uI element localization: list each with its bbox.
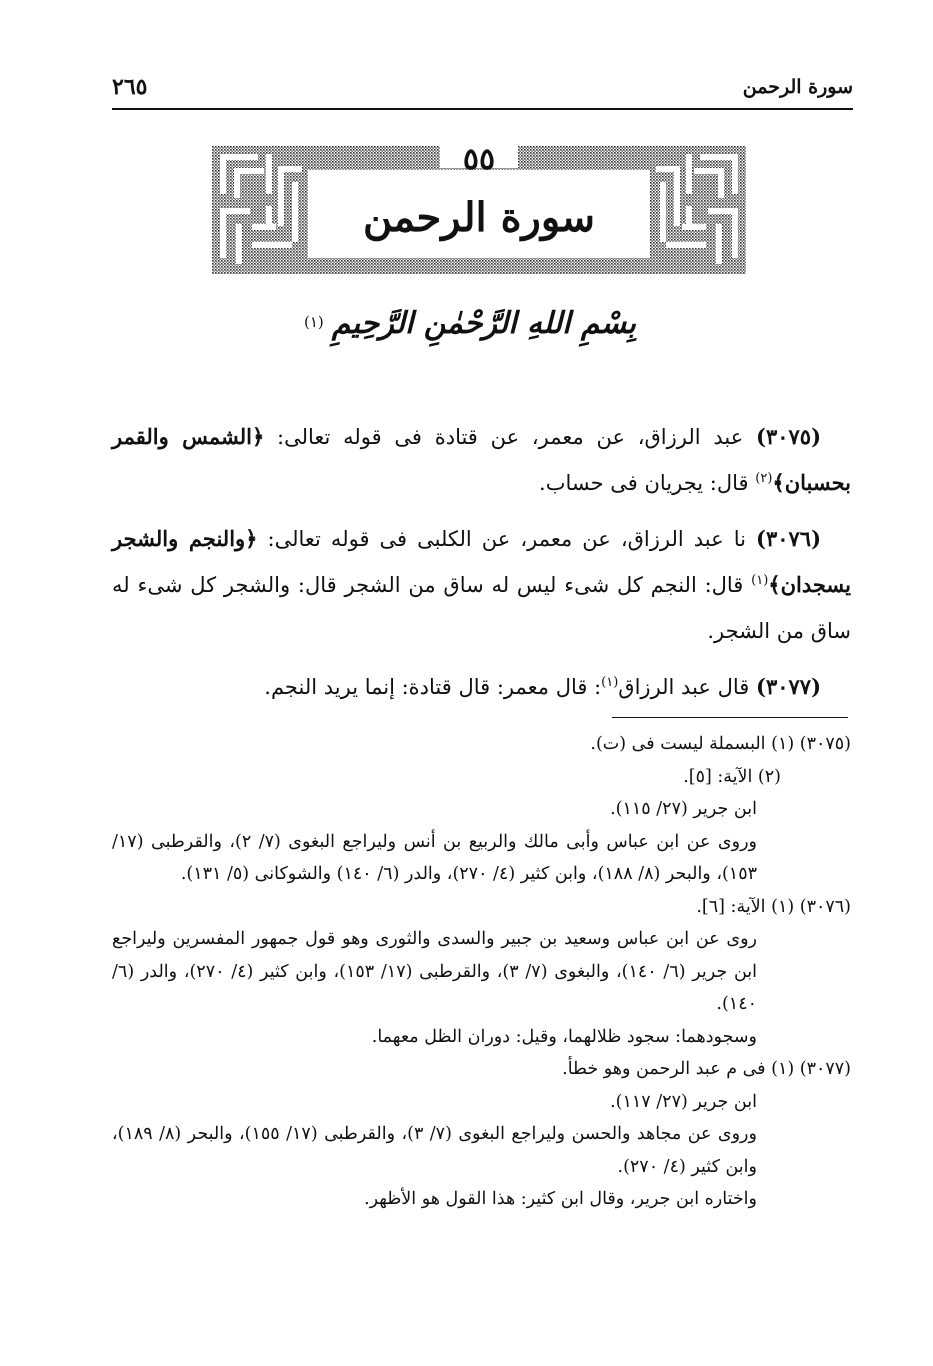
footnote-line: ابن جرير (٢٧/ ١١٥). [610,799,757,819]
surah-number: ٥٥ [462,142,496,177]
footnote-separator [612,717,848,718]
surah-banner [212,142,746,274]
hadith-text: : قال معمر: قال قتادة: إنما يريد النجم. [264,675,602,699]
footnote-line: روى عن ابن عباس وسعيد بن جبير والسدى والثورى وهو قول جمهور المفسرين وليراجع ابن جرير (٦/ ١٤٠)، والبغوى (٧/ ٣)، والقرطبى (١٧/ ١٥٣)، وابن كثير (٤/ ٢٧٠)، والدر (٦/ ١٤٠). [112,929,757,1014]
footnote-ref: (١) [751,573,769,588]
hadith-text: نا عبد الرزاق، عن معمر، عن الكلبى فى قوله تعالى: [257,527,757,551]
quran-verse: ﴿الشمس والقمر بحسبان﴾ [112,424,851,495]
footnote-line: (٣٠٧٦) (١) الآية: [٦]. [696,896,851,917]
main-text [112,414,851,710]
footnotes [112,728,851,1216]
basmala-footnote-ref: (١) [303,312,324,331]
hadith-entry [112,516,851,654]
footnote-ref: (٢) [755,471,773,486]
footnote-line: ابن جرير (٢٧/ ١١٧). [610,1091,757,1112]
hadith-number: (٣٠٧٧) [756,674,821,699]
hadith-text: قال: النجم كل شىء ليس له ساق من الشجر قال: والشجر كل شىء له ساق من الشجر. [112,573,851,643]
running-header [112,70,853,110]
hadith-entry [112,414,851,506]
footnote-line: (٣٠٧٥) (١) البسملة ليست فى (ت). [590,734,851,754]
hadith-text: عبد الرزاق، عن معمر، عن قتادة فى قوله تعالى: [264,425,756,449]
footnote-line: واختاره ابن جرير، وقال ابن كثير: هذا القول هو الأظهر. [364,1189,757,1209]
footnote-line: وروى عن مجاهد والحسن وليراجع البغوى (٧/ ٣)، والقرطبى (١٧/ ١٥٥)، والبحر (٨/ ١٨٩)، وابن كثير (٤/ ٢٧٠). [112,1124,757,1177]
surah-name: سورة الرحمن [362,194,596,241]
footnote-line: وسجودهما: سجود ظلالهما، وقيل: دوران الظل معهما. [371,1026,757,1047]
footnote-ref: (١) [601,675,619,690]
hadith-text: قال: يجريان فى حساب. [539,471,756,495]
footnote-line: وروى عن ابن عباس وأبى مالك والربيع بن أنس وليراجع البغوى (٧/ ٢)، والقرطبى (١٧/ ١٥٣)، والبحر (٨/ ١٨٨)، وابن كثير (٤/ ٢٧٠)، والدر (٦/ ١٤٠) والشوكانى (٥/ ١٣١). [112,831,757,884]
basmala-text: بِسْمِ اللهِ الرَّحْمٰنِ الرَّحِيمِ [331,306,637,341]
hadith-text: قال عبد الرزاق [618,675,756,699]
hadith-entry [112,664,851,710]
footnote-line: (٣٠٧٧) (١) فى م عبد الرحمن وهو خطأ. [562,1059,851,1079]
page-number: ٢٦٥ [112,74,148,100]
hadith-number: (٣٠٧٦) [756,526,822,551]
running-title: سورة الرحمن [742,76,853,98]
basmala [300,306,640,366]
footnote-line: (٢) الآية: [٥]. [683,766,781,787]
hadith-number: (٣٠٧٥) [756,424,821,449]
quran-verse: ﴿والنجم والشجر يسجدان﴾ [112,526,851,597]
header-rule [112,108,853,110]
